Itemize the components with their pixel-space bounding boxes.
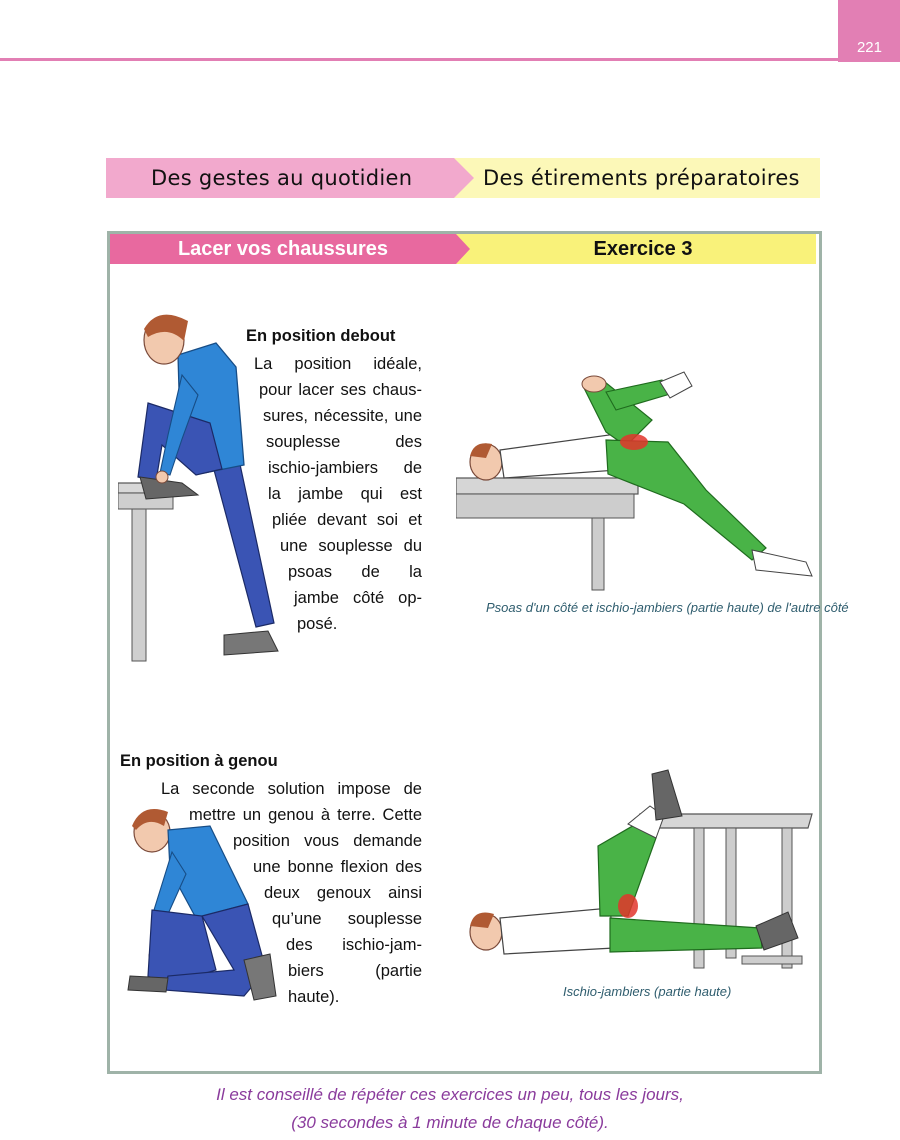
standing-line: jambe côté op- — [294, 589, 422, 607]
caption-hamstrings: Ischio-jambiers (partie haute) — [563, 984, 732, 999]
chapter-breadcrumb — [106, 158, 820, 198]
breadcrumb-chapter: Des gestes au quotidien — [151, 166, 413, 190]
bench-hamstring-illustration — [460, 766, 816, 978]
standing-line: psoas de la — [288, 563, 422, 581]
kneeling-line: des ischio-jam- — [286, 936, 422, 954]
standing-line: souplesse des — [266, 433, 422, 451]
breadcrumb-subchapter: Des étirements préparatoires — [483, 166, 800, 190]
standing-line: ischio-jambiers de — [268, 459, 422, 477]
header-rule — [0, 58, 838, 61]
section-title: Lacer vos chaussures — [177, 238, 389, 260]
footer-advice-line-2: (30 secondes à 1 minute de chaque côté). — [291, 1113, 609, 1132]
caption-psoas: Psoas d'un côté et ischio-jambiers (partie haute) de l'autre côté — [486, 600, 849, 615]
standing-line: posé. — [297, 615, 338, 633]
standing-line: pour lacer ses chaus- — [259, 381, 422, 399]
standing-line: une souplesse du — [280, 537, 422, 555]
footer-advice-line-1: Il est conseillé de répéter ces exercices un peu, tous les jours, — [216, 1085, 684, 1104]
exercise-title: Exercice 3 — [593, 238, 693, 260]
standing-line: sures, nécessite, une — [263, 407, 422, 425]
kneeling-line: La seconde solution impose de — [161, 780, 422, 798]
kneeling-line: position vous demande — [233, 832, 422, 850]
kneeling-line: qu’une souplesse — [272, 910, 422, 928]
kneeling-line: deux genoux ainsi — [264, 884, 422, 902]
kneeling-line: mettre un genou à terre. Cette — [189, 806, 422, 824]
kneeling-line: biers (partie — [288, 962, 422, 980]
kneeling-lacing-illustration — [124, 800, 280, 1010]
page-number: 221 — [856, 39, 882, 56]
standing-line: la jambe qui est — [268, 485, 422, 503]
section-title-band — [110, 234, 816, 264]
kneeling-line: une bonne flexion des — [253, 858, 422, 876]
page-number-box — [838, 0, 900, 62]
kneeling-line: haute). — [288, 988, 340, 1006]
standing-heading: En position debout — [246, 327, 396, 345]
standing-line: pliée devant soi et — [272, 511, 422, 529]
kneeling-heading: En position à genou — [120, 752, 278, 770]
bench-psoas-illustration — [456, 370, 816, 592]
standing-line: La position idéale, — [254, 355, 422, 373]
